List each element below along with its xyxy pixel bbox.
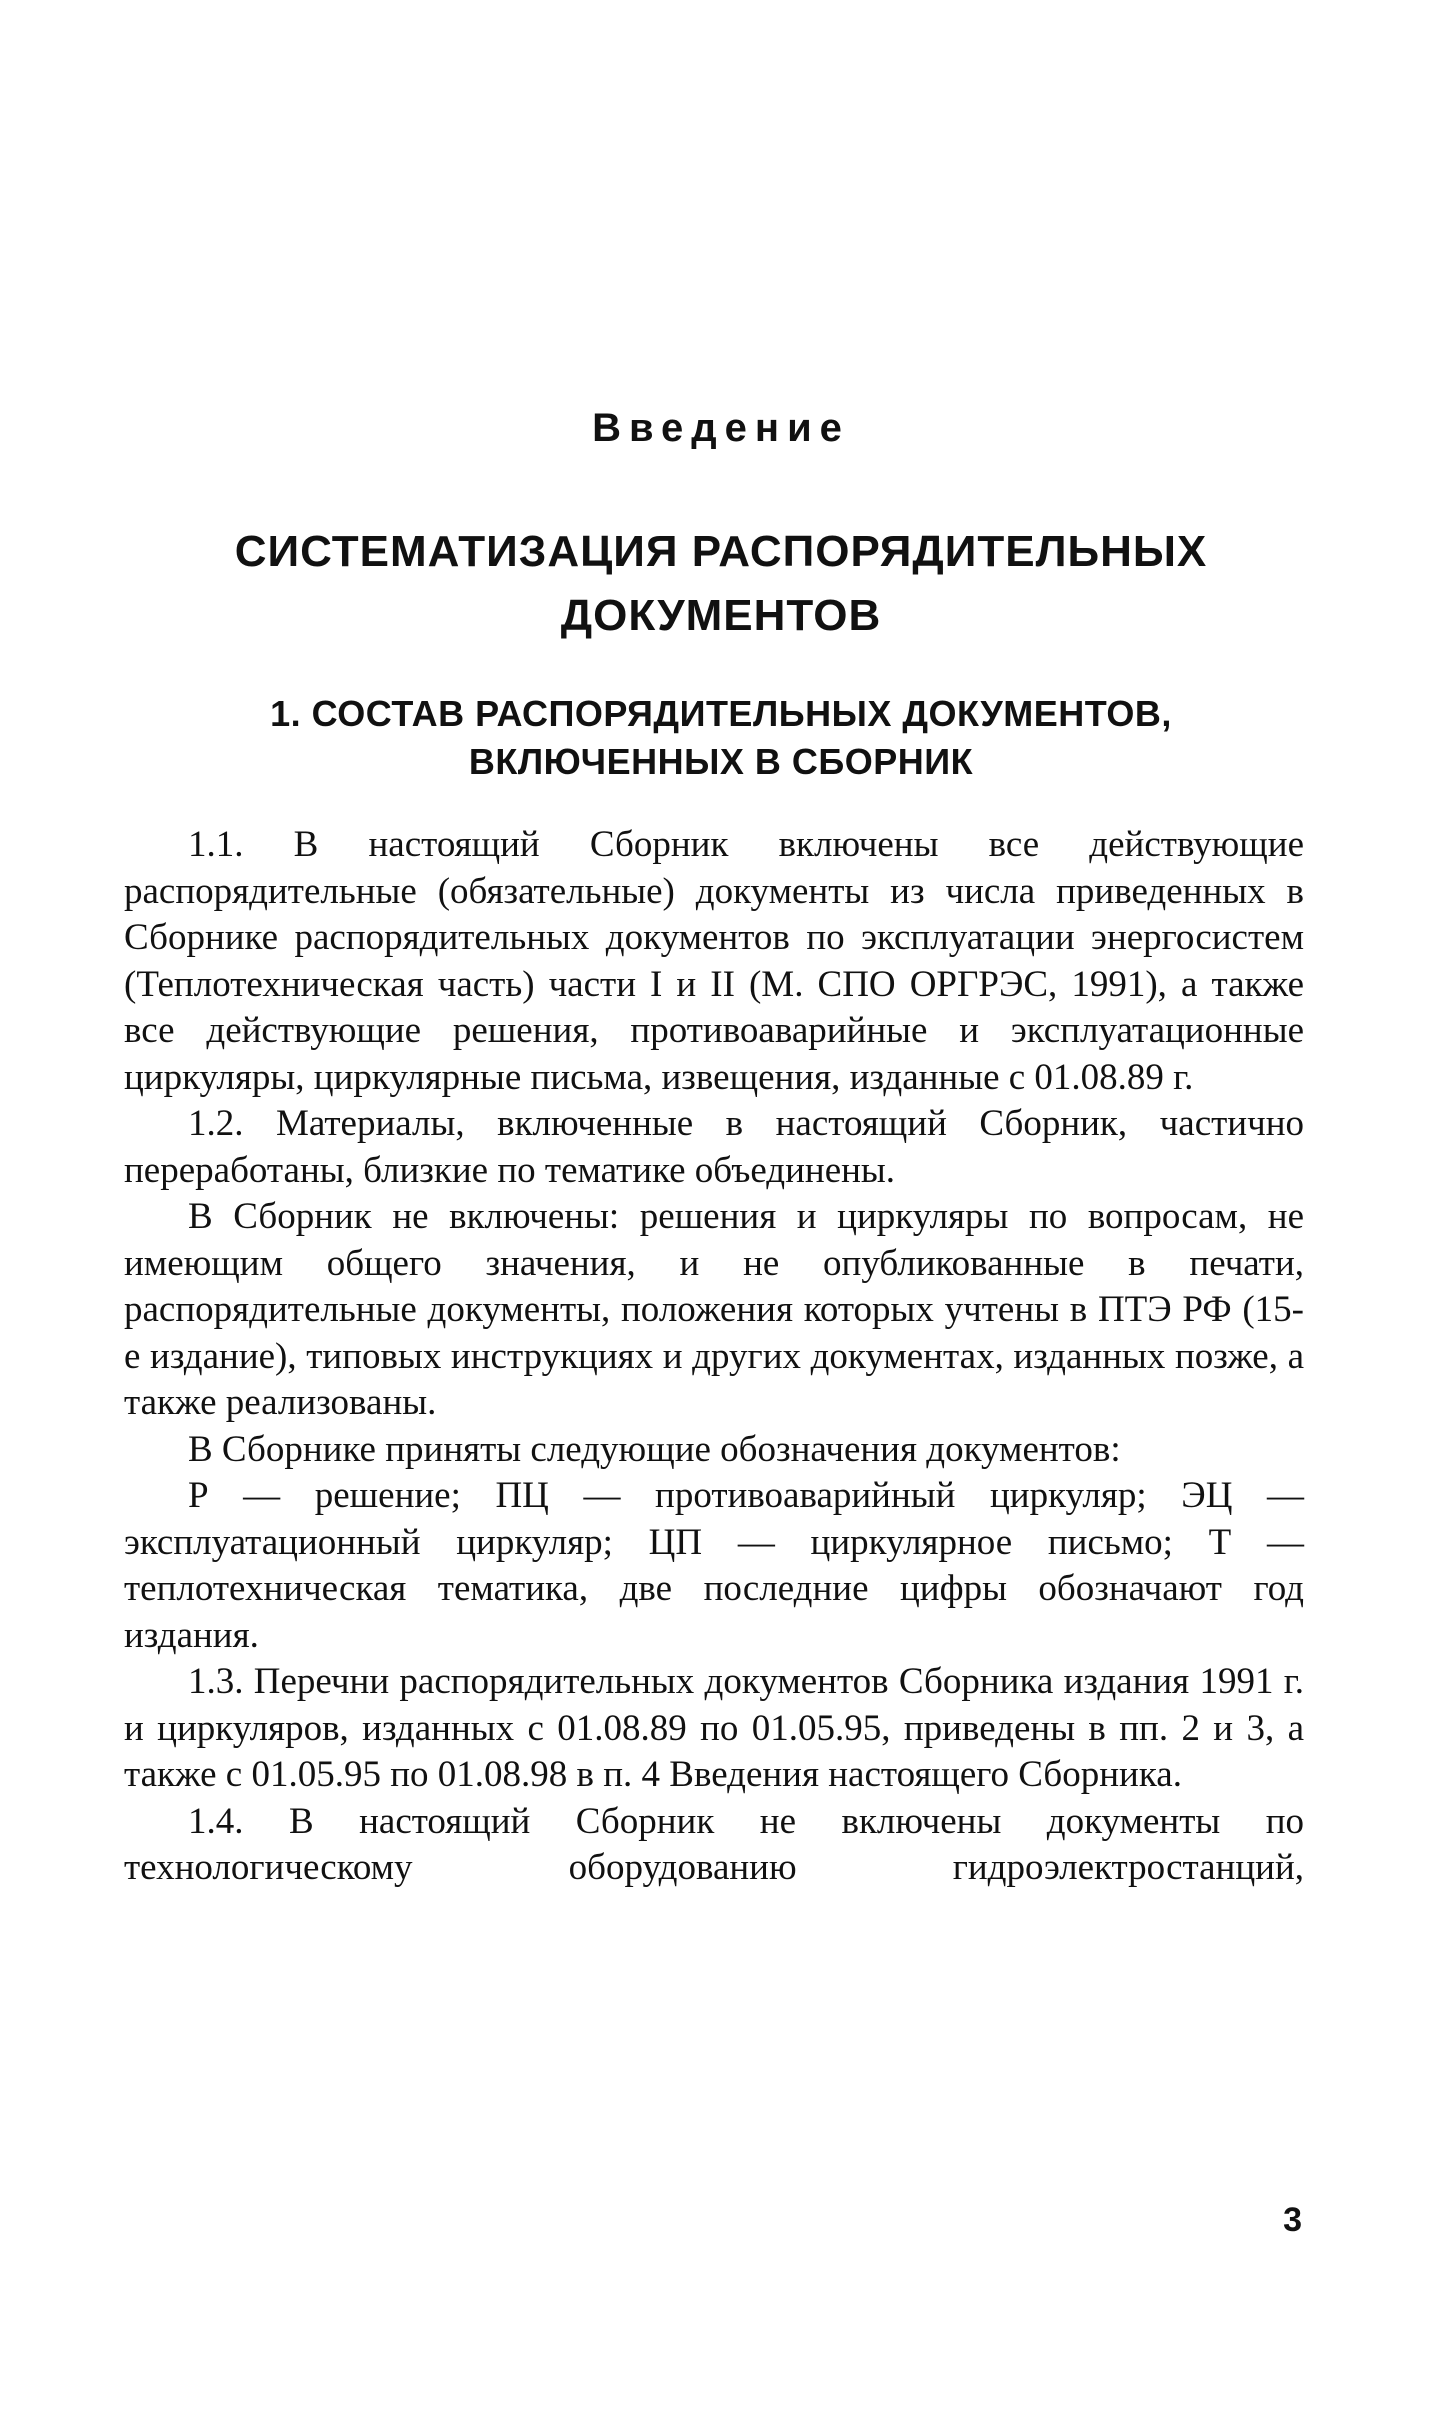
paragraph-1-2: 1.2. Материалы, включенные в настоящий Сборник, частично переработаны, близкие по тематике объединены. [124,1103,1304,1191]
introduction-heading: Введение [592,406,850,450]
paragraph-excluded-documents: В Сборник не включены: решения и циркуляры по вопросам, не имеющим общего значения, и не опубликованные в печати, распорядительные документы, положения которых учтены в ПТЭ РФ (15-е издание), типовых инструкциях и других документах, изданных позже, а также реализованы. [124,1196,1304,1423]
part-title: СИСТЕМАТИЗАЦИЯ РАСПОРЯДИТЕЛЬНЫХ ДОКУМЕНТОВ [234,527,1208,640]
page-number: 3 [1283,2201,1302,2239]
paragraph-1-1: 1.1. В настоящий Сборник включены все действующие распорядительные (обязательные) документы из числа приведенных в Сборнике распорядительных документов по эксплуатации энергосистем (Теплотехническая часть) части I и II (М. СПО ОРГРЭС, 1991), а также все действующие решения, противоаварийные и эксплуатационные циркуляры, циркулярные письма, извещения, изданные с 01.08.89 г. [124,824,1304,1098]
paragraph-1-3: 1.3. Перечни распорядительных документов Сборника издания 1991 г. и циркуляров, изданных с 01.08.89 по 01.05.95, приведены в пп. 2 и 3, а также с 01.05.95 по 01.08.98 в п. 4 Введения настоящего Сборника. [124,1661,1304,1795]
paragraph-designations-intro: В Сборнике приняты следующие обозначения документов: [188,1428,1121,1470]
section-title: 1. СОСТАВ РАСПОРЯДИТЕЛЬНЫХ ДОКУМЕНТОВ, ВКЛЮЧЕННЫХ В СБОРНИК [270,693,1172,782]
paragraph-designations-list: Р — решение; ПЦ — противоаварийный циркуляр; ЭЦ — эксплуатационный циркуляр; ЦП — циркулярное письмо; Т — теплотехническая тематика, две последние цифры обозначают год издания. [124,1475,1304,1656]
paragraph-1-4: 1.4. В настоящий Сборник не включены документы по технологическому оборудованию гидроэлектростанций, [124,1800,1304,1888]
body-text [124,822,1304,1892]
